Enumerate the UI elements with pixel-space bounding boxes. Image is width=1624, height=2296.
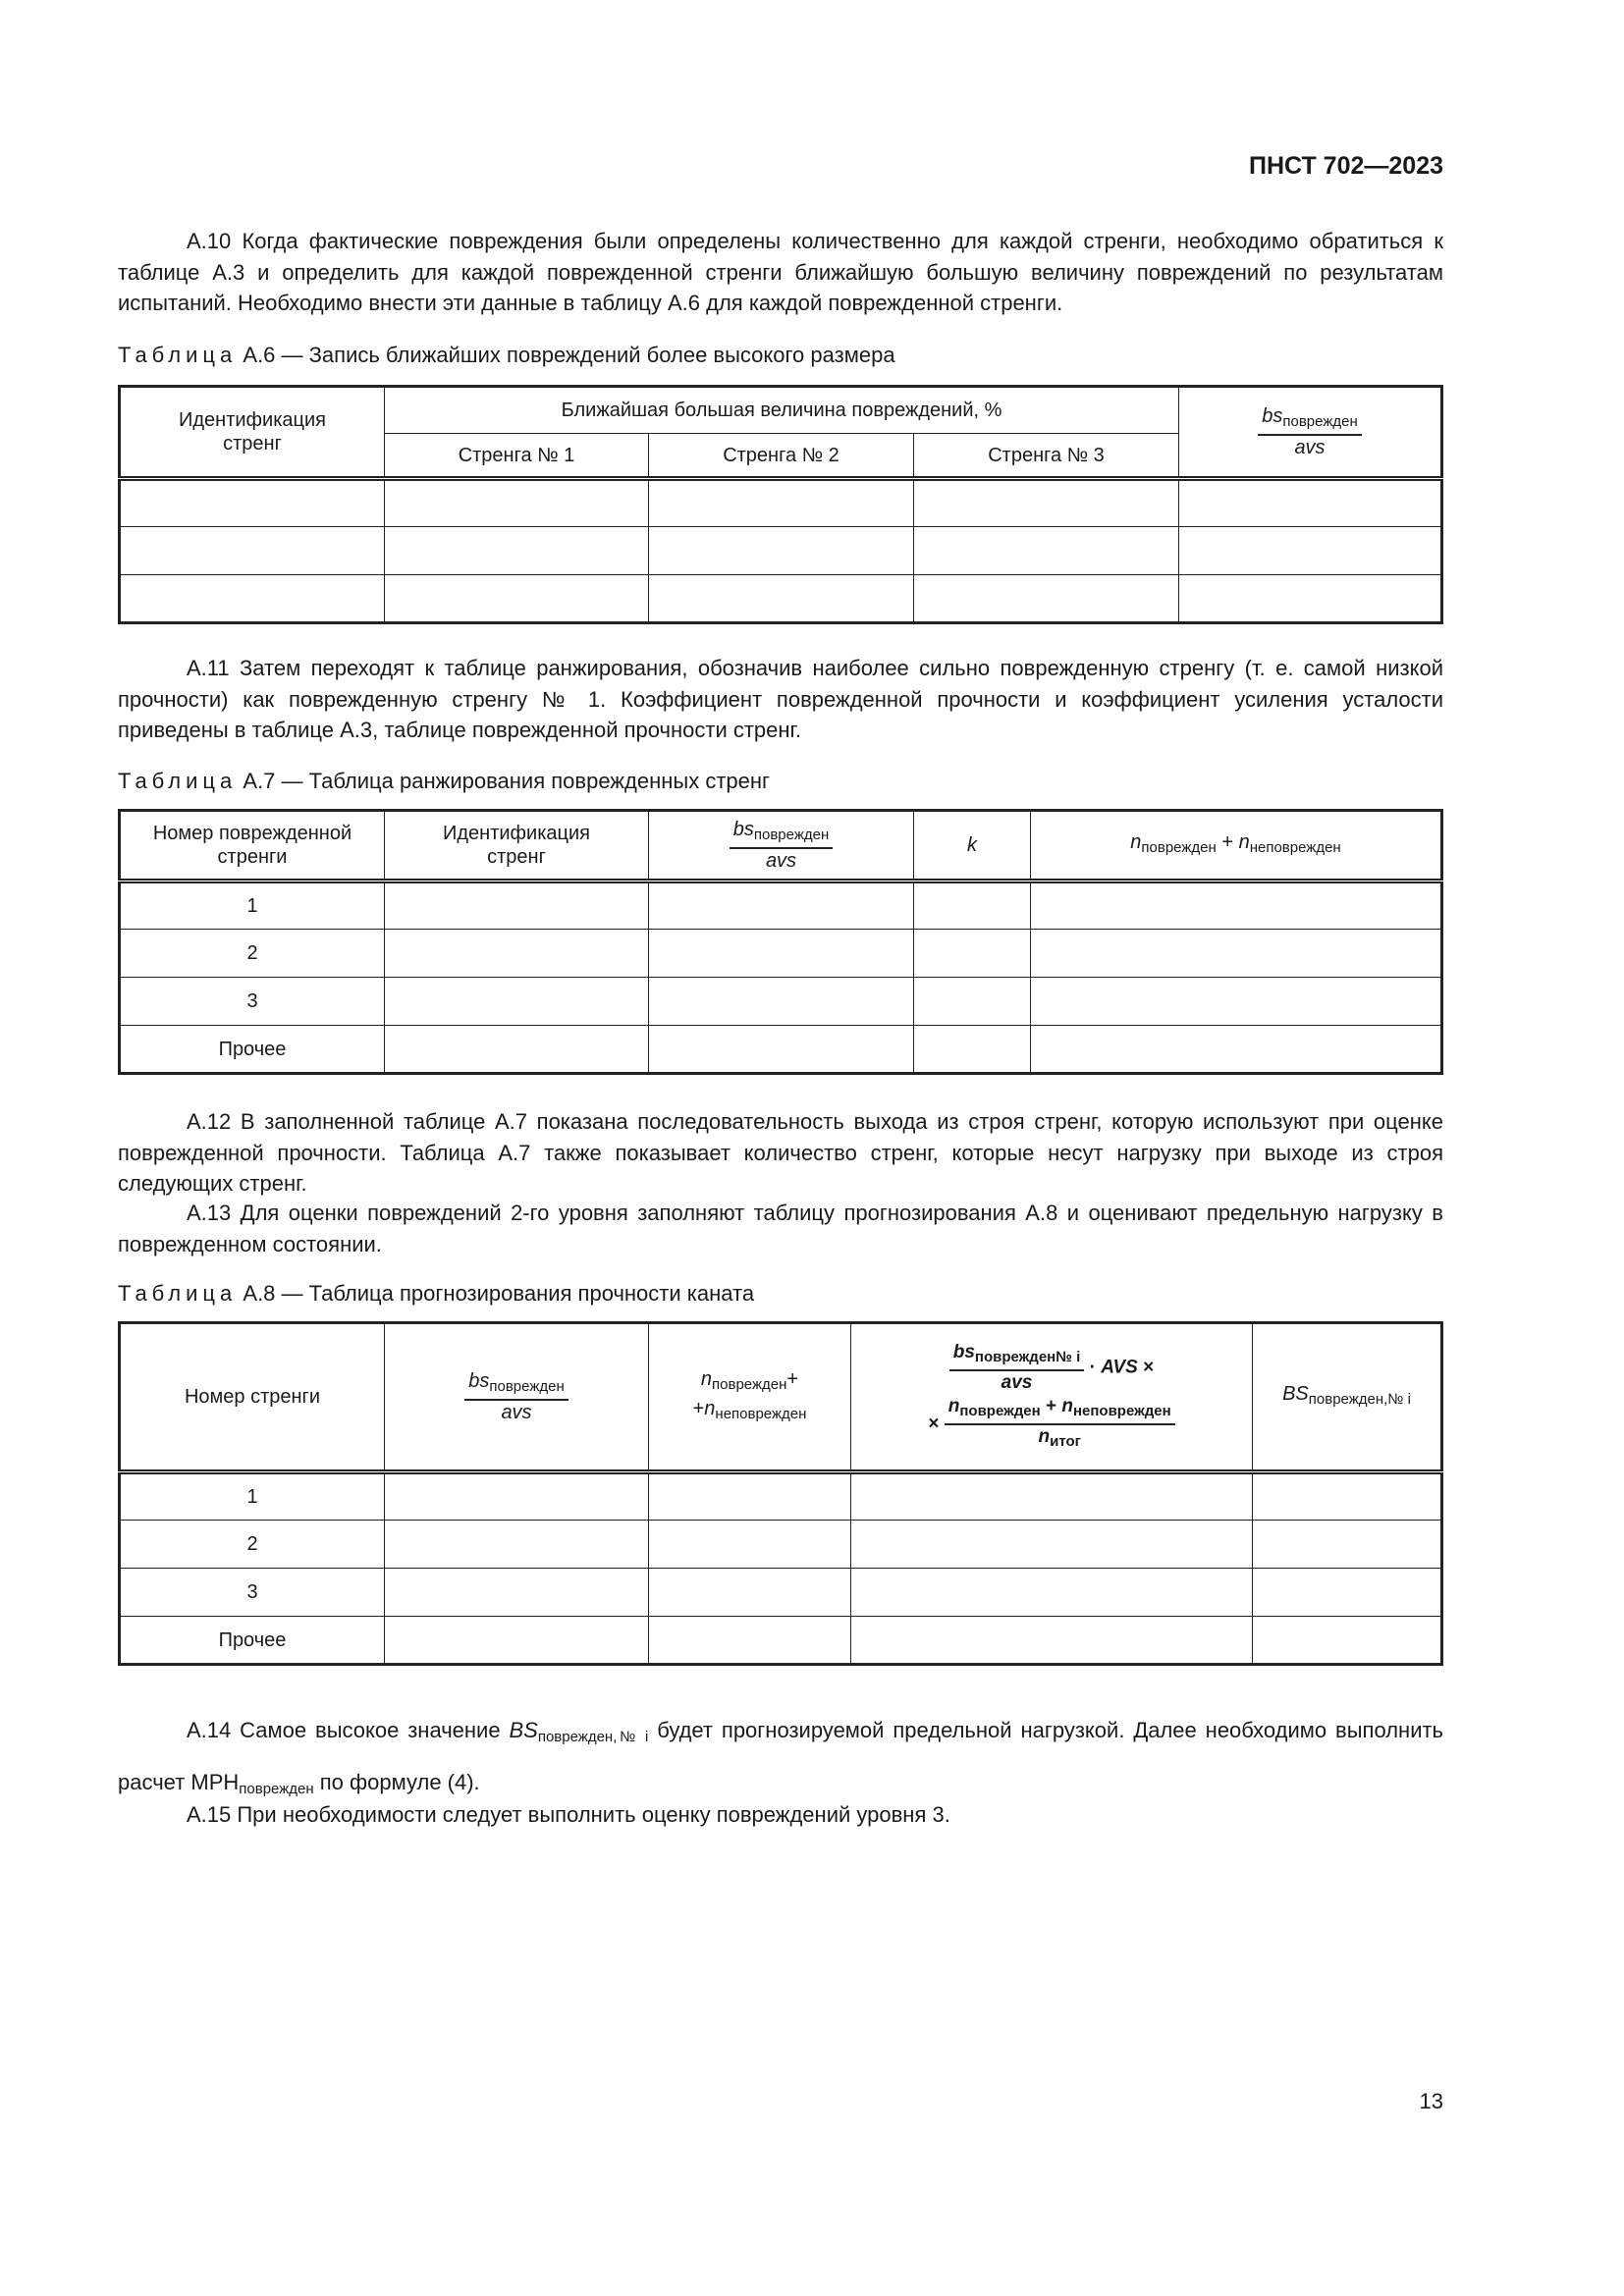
table-a6 (118, 385, 1443, 624)
paragraph-text: А.11 Затем переходят к таблице ранжирования, обозначив наиболее сильно поврежденную стренгу (т. е. самой низкой прочности) как поврежденную стренгу № 1. Коэффициент поврежденной прочности и коэффициент усиления усталости приведены в таблице А.3, таблице поврежденной прочности стренг. (118, 656, 1443, 742)
symbol: BS (509, 1718, 538, 1742)
row-number: 1 (120, 1472, 385, 1521)
row-number: 2 (120, 1521, 385, 1569)
col-header-strand-2: Стренга № 2 (649, 434, 914, 479)
col-header-identification: Идентификация стренг (120, 387, 385, 479)
table-row (120, 479, 1442, 527)
paragraph-a13 (118, 1198, 1443, 1259)
table-a7-caption (118, 767, 770, 796)
col-header-group: Ближайшая большая величина повреждений, % (385, 387, 1179, 434)
col-header-formula: $\frac{bs_{поврежден№ i}}{\text{avs}}$ · AVS × × $\frac{n_{поврежден} + n_{неповрежден}}{n_{итог}}$ (851, 1323, 1253, 1472)
paragraph-text: будет прогнозируемой предельной нагрузкой. Далее необходимо выполнить расчет МРН (118, 1718, 1444, 1794)
col-header-strand-3: Стренга № 3 (914, 434, 1179, 479)
col-header-ratio: $\frac{bs_{поврежден}}{\text{avs}}$ (1179, 387, 1442, 479)
table-row (120, 1472, 1442, 1521)
paragraph-text: А.15 При необходимости следует выполнить оценку повреждений уровня 3. (187, 1802, 950, 1827)
table-a7 (118, 809, 1443, 1075)
table-row (120, 978, 1442, 1026)
paragraph-text: А.14 Самое высокое значение (187, 1718, 510, 1742)
caption-label: Таблица (118, 1281, 238, 1306)
row-number: Прочее (120, 1026, 385, 1074)
table-row (120, 1569, 1442, 1617)
col-header-ratio: $\frac{bs_{поврежден}}{\text{avs}}$ (649, 811, 914, 881)
symbol-subscript: поврежден,№ i (537, 1729, 649, 1745)
col-header-k: k (914, 811, 1031, 881)
row-number: Прочее (120, 1617, 385, 1665)
caption-label: Таблица (118, 769, 238, 793)
table-row (120, 527, 1442, 575)
paragraph-a14 (118, 1708, 1443, 1812)
paragraph-a11 (118, 653, 1443, 746)
col-header-strand-1: Стренга № 1 (385, 434, 649, 479)
col-header-bs: $BS_{поврежден,№ i}$ (1253, 1323, 1442, 1472)
table-a6-caption (118, 341, 895, 370)
table-row (120, 930, 1442, 978)
row-number: 3 (120, 1569, 385, 1617)
paragraph-text: А.12 В заполненной таблице А.7 показана последовательность выхода из строя стренг, которую используют при оценке поврежденной прочности. Таблица А.7 также показывает количество стренг, которые несут нагрузку при выходе из строя следующих стренг. (118, 1109, 1443, 1196)
document-header: ПНСТ 702—2023 (1249, 152, 1443, 180)
col-header-identification: Идентификация стренг (385, 811, 649, 881)
table-row (120, 1617, 1442, 1665)
table-row (120, 575, 1442, 623)
col-header-number: Номер поврежденной стренги (120, 811, 385, 881)
paragraph-text: А.13 Для оценки повреждений 2-го уровня заполняют таблицу прогнозирования А.8 и оценивают предельную нагрузку в поврежденном состоянии. (118, 1201, 1443, 1256)
paragraph-a15 (118, 1799, 1443, 1831)
caption-text: А.7 — Таблица ранжирования поврежденных стренг (243, 769, 771, 793)
col-header-number: Номер стренги (120, 1323, 385, 1472)
table-a8-caption (118, 1279, 754, 1308)
paragraph-text: по формуле (4). (313, 1770, 480, 1794)
caption-label: Таблица (118, 343, 238, 367)
col-header-n-sum: $n_{поврежден}+$ $+n_{неповрежден}$ (649, 1323, 851, 1472)
row-number: 3 (120, 978, 385, 1026)
table-row (120, 1521, 1442, 1569)
col-header-ratio: $\frac{bs_{поврежден}}{\text{avs}}$ (385, 1323, 649, 1472)
table-a8 (118, 1321, 1443, 1666)
col-header-n-sum: $n_{поврежден} + n_{неповрежден}$ (1031, 811, 1442, 881)
table-row (120, 1026, 1442, 1074)
row-number: 1 (120, 881, 385, 930)
paragraph-a12 (118, 1106, 1443, 1200)
paragraph-a10 (118, 226, 1443, 319)
row-number: 2 (120, 930, 385, 978)
table-row (120, 881, 1442, 930)
caption-text: А.6 — Запись ближайших повреждений более высокого размера (243, 343, 895, 367)
paragraph-text: А.10 Когда фактические повреждения были определены количественно для каждой стренги, необходимо обратиться к таблице А.3 и определить для каждой поврежденной стренги ближайшую большую величину повреждений по результатам испытаний. Необходимо внести эти данные в таблицу А.6 для каждой поврежденной стренги. (118, 229, 1443, 315)
symbol-subscript: поврежден (239, 1781, 314, 1797)
page-number: 13 (1419, 2089, 1443, 2113)
caption-text: А.8 — Таблица прогнозирования прочности каната (243, 1281, 755, 1306)
